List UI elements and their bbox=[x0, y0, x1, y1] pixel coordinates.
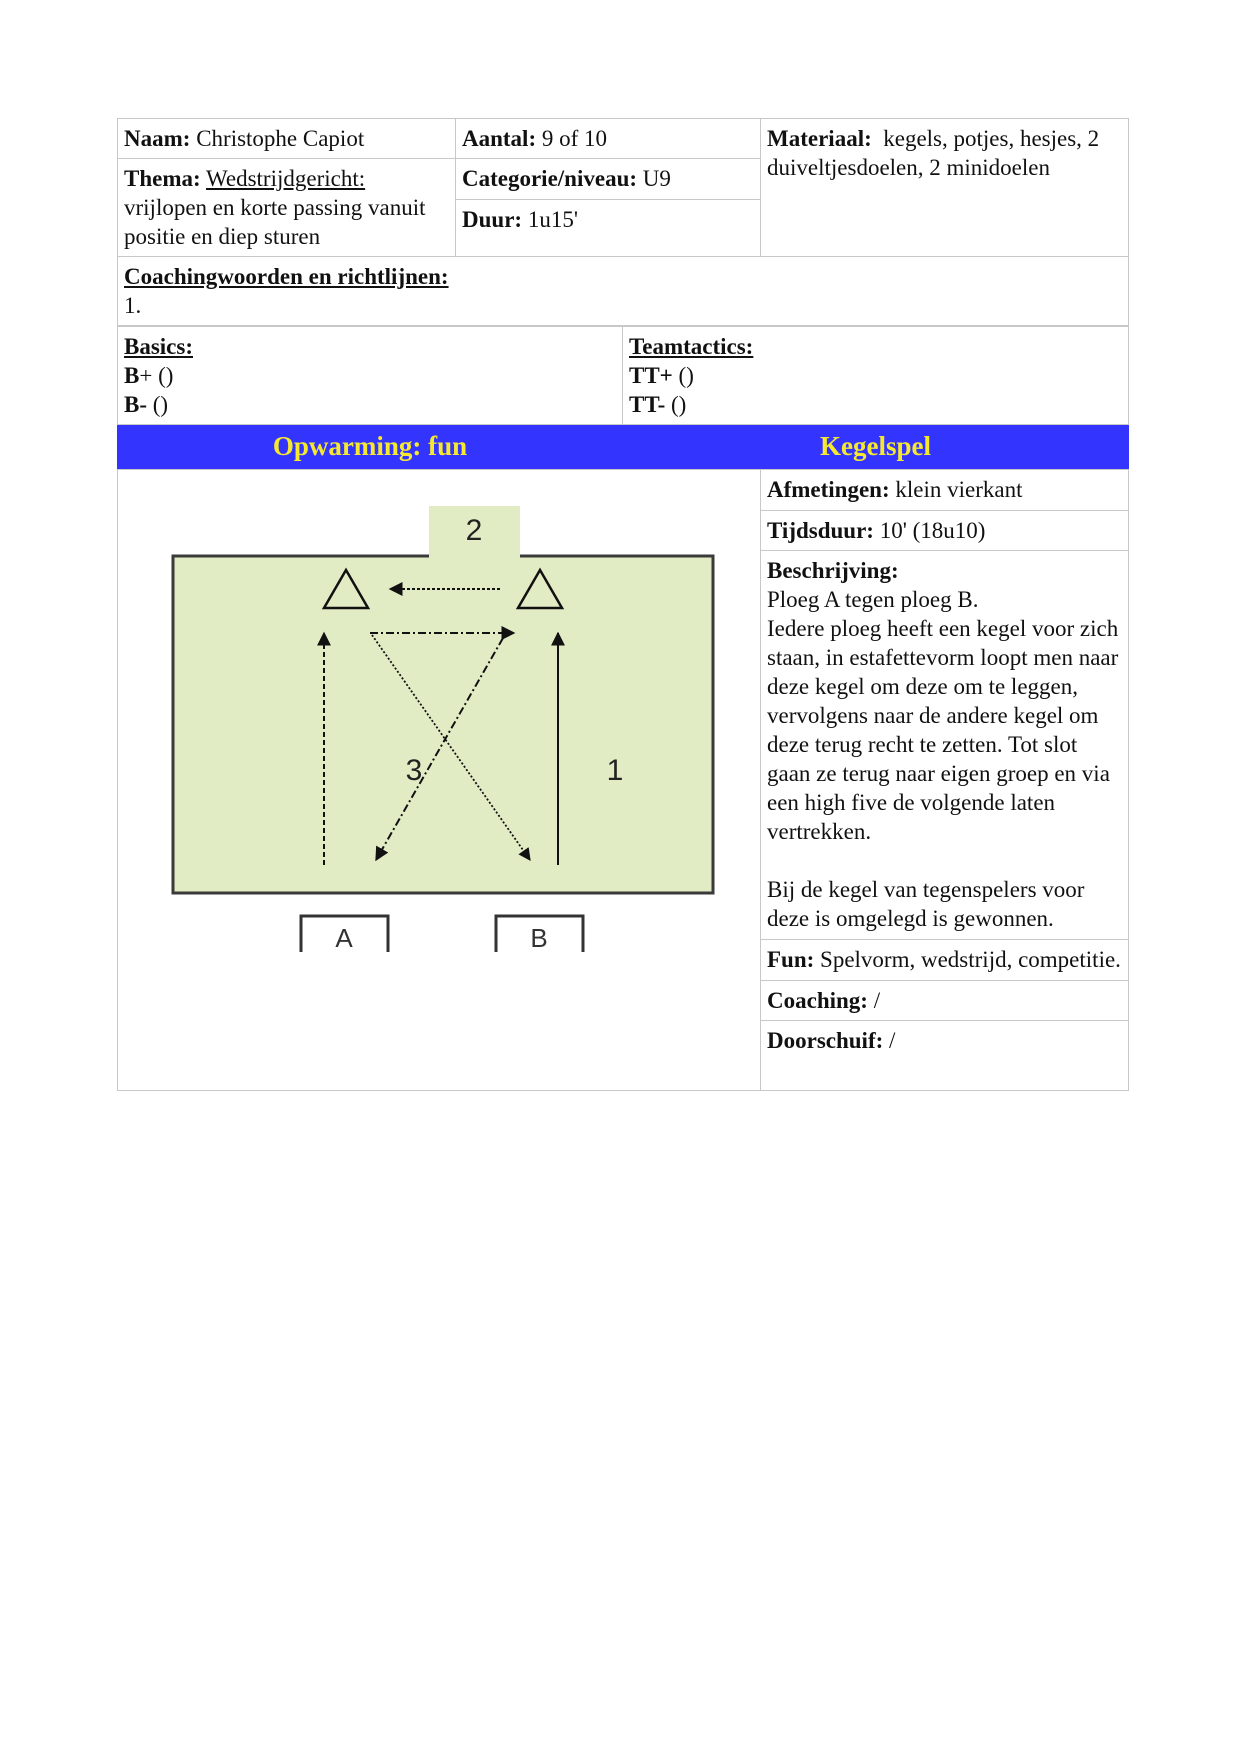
group-a-label: A bbox=[335, 923, 353, 953]
coaching-detail-value: / bbox=[873, 987, 881, 1013]
details-cell bbox=[761, 470, 1129, 1091]
header-table bbox=[117, 118, 1129, 326]
basics-cell bbox=[118, 327, 623, 425]
beschrijving-p2: Iedere ploeg heeft een kegel voor zich staan, in estafettevorm loopt men naar deze kegel om deze om te leggen, vervolgens naar de andere kegel om deze terug recht te zetten. Tot slot gaan ze terug naar eigen groep en via een high five de volgende laten vertrekken. bbox=[767, 615, 1119, 844]
teamtactics-cell bbox=[623, 327, 1129, 425]
coaching-cell bbox=[118, 257, 1129, 326]
duur-label: Duur: bbox=[462, 207, 523, 232]
details-table bbox=[761, 470, 1129, 1060]
materiaal-value: kegels, potjes, hesjes, 2 duiveltjesdoelen, 2 minidoelen bbox=[767, 126, 1100, 180]
group-b-label: B bbox=[530, 923, 548, 953]
diagram-cell bbox=[118, 470, 761, 1091]
exercise-table bbox=[117, 469, 1129, 1091]
coaching-title: Coachingwoorden en richtlijnen: bbox=[124, 264, 449, 289]
banner-left: Opwarming: fun bbox=[118, 425, 623, 469]
categorie-cell bbox=[456, 159, 761, 200]
label-1: 1 bbox=[606, 754, 624, 787]
tijdsduur-value: 10' (18u10) bbox=[879, 517, 986, 543]
naam-value: Christophe Capiot bbox=[196, 126, 365, 151]
basics-minus-label: B- bbox=[124, 392, 147, 417]
afmetingen-cell bbox=[761, 470, 1129, 510]
coaching-detail-label: Coaching: bbox=[767, 987, 868, 1013]
aantal-cell bbox=[456, 119, 761, 159]
categorie-label: Categorie/niveau: bbox=[462, 166, 638, 191]
doorschuif-label: Doorschuif: bbox=[767, 1027, 884, 1053]
aantal-value: 9 of 10 bbox=[541, 126, 608, 151]
duur-cell bbox=[456, 200, 761, 257]
label-2: 2 bbox=[465, 514, 483, 547]
materiaal-label: Materiaal: bbox=[767, 126, 872, 151]
basics-plus-value: + () bbox=[139, 363, 174, 388]
teamtactics-title: Teamtactics: bbox=[629, 334, 754, 359]
basics-table bbox=[117, 326, 1129, 469]
afmetingen-value: klein vierkant bbox=[895, 477, 1023, 502]
materiaal-cell bbox=[761, 119, 1129, 257]
tt-plus-value: () bbox=[672, 363, 694, 388]
beschrijving-p3: Bij de kegel van tegenspelers voor deze is omgelegd is gewonnen. bbox=[767, 876, 1085, 931]
thema-cell bbox=[118, 159, 456, 257]
coaching-detail-cell bbox=[761, 980, 1129, 1020]
tijdsduur-label: Tijdsduur: bbox=[767, 517, 874, 543]
training-sheet bbox=[117, 118, 1128, 1091]
thema-value: vrijlopen en korte passing vanuit positie en diep sturen bbox=[124, 195, 426, 249]
tijdsduur-cell bbox=[761, 510, 1129, 550]
thema-label: Thema: bbox=[124, 166, 201, 191]
exercise-diagram bbox=[118, 470, 759, 1090]
tt-minus-value: () bbox=[665, 392, 687, 417]
beschrijving-p1: Ploeg A tegen ploeg B. bbox=[767, 586, 979, 612]
beschrijving-cell bbox=[761, 550, 1129, 939]
doorschuif-cell bbox=[761, 1020, 1129, 1060]
aantal-label: Aantal: bbox=[462, 126, 537, 151]
fun-value: Spelvorm, wedstrijd, competitie. bbox=[820, 946, 1121, 972]
naam-label: Naam: bbox=[124, 126, 191, 151]
afmetingen-label: Afmetingen: bbox=[767, 477, 890, 502]
basics-minus-value: () bbox=[147, 392, 169, 417]
basics-title: Basics: bbox=[124, 334, 193, 359]
field-area bbox=[173, 556, 713, 893]
beschrijving-label: Beschrijving: bbox=[767, 557, 899, 583]
naam-cell bbox=[118, 119, 456, 159]
tt-minus-label: TT- bbox=[629, 392, 666, 417]
fun-label: Fun: bbox=[767, 946, 815, 972]
label-3: 3 bbox=[405, 754, 423, 787]
fun-cell bbox=[761, 939, 1129, 980]
coaching-item: 1. bbox=[124, 293, 142, 318]
thema-underlined: Wedstrijdgericht: bbox=[206, 166, 366, 191]
duur-value: 1u15' bbox=[527, 207, 578, 232]
tt-plus-label: TT+ bbox=[629, 363, 673, 388]
basics-plus-label: B bbox=[124, 363, 140, 388]
banner-right: Kegelspel bbox=[623, 425, 1129, 469]
categorie-value: U9 bbox=[642, 166, 671, 191]
doorschuif-value: / bbox=[889, 1027, 896, 1053]
